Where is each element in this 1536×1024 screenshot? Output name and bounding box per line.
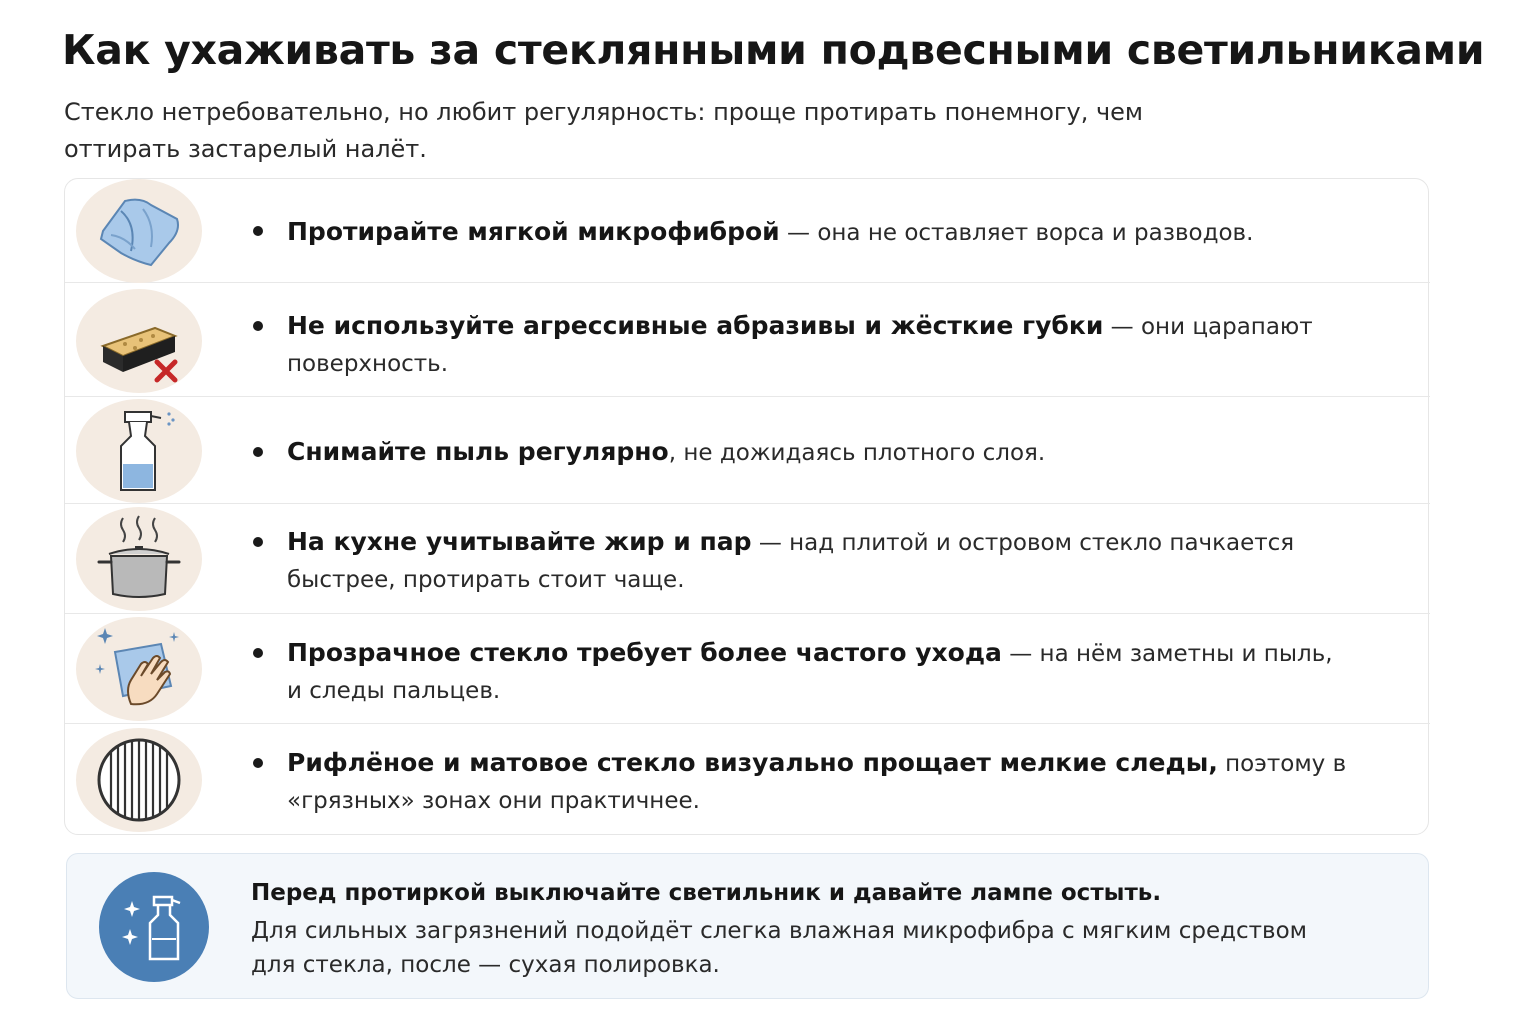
bullet — [253, 648, 263, 658]
tip-row — [65, 397, 1430, 504]
tip-strong: Снимайте пыль регулярно — [287, 437, 669, 466]
tip-rest: — она не оставляет ворса и разводов. — [779, 220, 1254, 246]
tips-card — [64, 178, 1429, 835]
bullet — [253, 447, 263, 457]
tip-text — [287, 634, 1347, 710]
tip-rest: , не дожидаясь плотного слоя. — [668, 440, 1046, 466]
steaming-pot-icon — [76, 507, 202, 611]
bullet — [253, 537, 263, 547]
tip-row — [65, 179, 1430, 283]
tip-text — [287, 433, 1347, 472]
spray-sparkle-icon — [99, 872, 209, 982]
tip-row — [65, 614, 1430, 724]
tip-rest: — над плитой и островом стекло пачкается быстрее, протирать стоит чаще. — [287, 530, 1295, 593]
tip-row — [65, 283, 1430, 397]
intro-text: Стекло нетребовательно, но любит регулярность: проще протирать понемногу, чем оттирать застарелый налёт. — [64, 98, 1144, 163]
tip-strong: Протирайте мягкой микрофиброй — [287, 217, 780, 246]
ribbed-glass-icon — [76, 728, 202, 832]
note-title: Перед протиркой выключайте светильник и давайте лампе остыть. — [251, 880, 1162, 906]
spray-bottle-icon — [76, 399, 202, 503]
tip-strong: На кухне учитывайте жир и пар — [287, 527, 752, 556]
tip-row — [65, 724, 1430, 836]
tip-text — [287, 213, 1347, 252]
tip-text — [287, 307, 1347, 383]
tip-row — [65, 504, 1430, 614]
hand-wiping-icon — [76, 617, 202, 721]
bullet — [253, 758, 263, 768]
safety-note — [66, 853, 1429, 999]
tip-strong: Не используйте агрессивные абразивы и жёсткие губки — [287, 311, 1104, 340]
tip-text — [287, 744, 1347, 820]
microfiber-cloth-icon — [76, 179, 202, 283]
tip-rest: поэтому в «грязных» зонах они практичнее. — [287, 751, 1347, 814]
bullet — [253, 226, 263, 236]
page-title: Как ухаживать за стеклянными подвесными светильниками — [62, 26, 1485, 74]
tip-strong: Прозрачное стекло требует более частого ухода — [287, 638, 1002, 667]
bullet — [253, 321, 263, 331]
note-body: Для сильных загрязнений подойдёт слегка влажная микрофибра с мягким средством для стекла, после — сухая полировка. — [251, 918, 1308, 978]
tip-strong: Рифлёное и матовое стекло визуально прощает мелкие следы, — [287, 748, 1218, 777]
tip-text — [287, 523, 1347, 599]
tip-rest: — они царапают поверхность. — [287, 314, 1313, 377]
tip-rest: — на нём заметны и пыль, и следы пальцев. — [287, 641, 1333, 704]
no-abrasive-sponge-icon — [76, 289, 202, 393]
